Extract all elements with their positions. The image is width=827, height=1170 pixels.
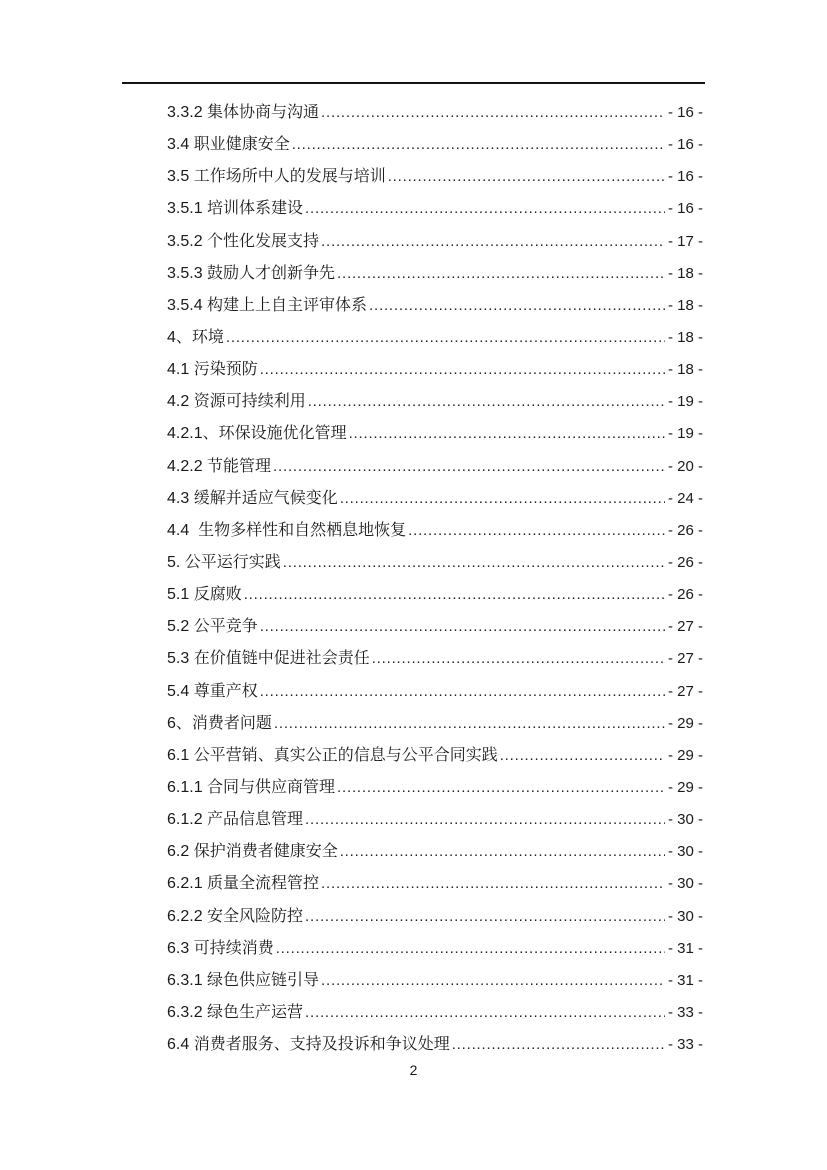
toc-entry-title: 4.2 资源可持续利用 — [167, 393, 306, 411]
toc-entry-title: 5. 公平运行实践 — [167, 553, 281, 571]
toc-leader-dots — [305, 193, 665, 225]
toc-entry[interactable] — [167, 579, 703, 611]
toc-entry[interactable] — [167, 386, 703, 418]
toc-entry-title: 3.5.2 个性化发展支持 — [167, 232, 320, 250]
toc-entry-page-number: - 18 - — [667, 264, 703, 282]
toc-entry-page-number: - 16 - — [667, 168, 703, 186]
page-footer — [122, 1059, 705, 1081]
toc-entry-title: 6.1 公平营销、真实公正的信息与公平合同实践 — [167, 746, 498, 764]
toc-entry[interactable] — [167, 161, 703, 193]
toc-leader-dots — [321, 965, 665, 997]
toc-entry[interactable] — [167, 901, 703, 933]
toc-entry[interactable] — [167, 97, 703, 129]
toc-leader-dots — [305, 997, 665, 1029]
toc-entry-title: 6.2 保护消费者健康安全 — [167, 843, 338, 861]
toc-leader-dots — [337, 258, 665, 290]
toc-entry[interactable] — [167, 258, 703, 290]
toc-entry-title: 5.2 公平竞争 — [167, 618, 258, 636]
toc-entry-page-number: - 33 - — [667, 1003, 703, 1021]
toc-entry-page-number: - 29 - — [667, 714, 703, 732]
toc-entry-title: 4.2.2 节能管理 — [167, 457, 272, 475]
toc-leader-dots — [452, 1029, 665, 1061]
toc-leader-dots — [273, 451, 665, 483]
toc-leader-dots — [340, 483, 665, 515]
toc-leader-dots — [260, 676, 665, 708]
toc-entry-page-number: - 17 - — [667, 232, 703, 250]
toc-leader-dots — [340, 836, 665, 868]
toc-entry-title: 3.5 工作场所中人的发展与培训 — [167, 168, 386, 186]
toc-entry-title: 4.1 污染预防 — [167, 361, 258, 379]
toc-leader-dots — [226, 322, 665, 354]
toc-entry-title: 3.5.1 培训体系建设 — [167, 200, 304, 218]
toc-leader-dots — [274, 708, 665, 740]
toc-entry-title: 5.4 尊重产权 — [167, 682, 258, 700]
toc-leader-dots — [260, 611, 665, 643]
toc-entry[interactable] — [167, 129, 703, 161]
toc-entry[interactable] — [167, 418, 703, 450]
toc-entry-title: 6.1.2 产品信息管理 — [167, 811, 304, 829]
toc-entry[interactable] — [167, 933, 703, 965]
toc-entry[interactable] — [167, 354, 703, 386]
toc-entry[interactable] — [167, 836, 703, 868]
toc-leader-dots — [408, 515, 665, 547]
toc-entry-page-number: - 24 - — [667, 489, 703, 507]
toc-entry-page-number: - 30 - — [667, 811, 703, 829]
table-of-contents — [167, 97, 703, 1061]
toc-entry-page-number: - 27 - — [667, 682, 703, 700]
toc-entry[interactable] — [167, 676, 703, 708]
toc-leader-dots — [500, 740, 665, 772]
toc-leader-dots — [388, 161, 665, 193]
toc-leader-dots — [244, 579, 665, 611]
toc-entry-page-number: - 29 - — [667, 746, 703, 764]
toc-entry-title: 4.4 生物多样性和自然栖息地恢复 — [167, 521, 407, 539]
toc-entry-title: 6.3 可持续消费 — [167, 939, 274, 957]
toc-entry-page-number: - 16 - — [667, 200, 703, 218]
toc-entry-page-number: - 19 - — [667, 425, 703, 443]
toc-entry-page-number: - 20 - — [667, 457, 703, 475]
toc-entry-title: 6.3.2 绿色生产运营 — [167, 1003, 304, 1021]
toc-leader-dots — [305, 901, 665, 933]
toc-entry-page-number: - 19 - — [667, 393, 703, 411]
toc-entry[interactable] — [167, 740, 703, 772]
toc-entry-title: 5.3 在价值链中促进社会责任 — [167, 650, 370, 668]
toc-leader-dots — [321, 226, 665, 258]
toc-entry-title: 6.2.2 安全风险防控 — [167, 907, 304, 925]
toc-entry-page-number: - 26 - — [667, 521, 703, 539]
toc-entry-page-number: - 31 - — [667, 971, 703, 989]
toc-leader-dots — [321, 868, 665, 900]
toc-entry[interactable] — [167, 515, 703, 547]
toc-leader-dots — [321, 97, 665, 129]
toc-entry[interactable] — [167, 193, 703, 225]
toc-entry[interactable] — [167, 643, 703, 675]
toc-entry-page-number: - 33 - — [667, 1036, 703, 1054]
toc-entry-title: 4.3 缓解并适应气候变化 — [167, 489, 338, 507]
toc-entry-page-number: - 18 - — [667, 328, 703, 346]
toc-entry[interactable] — [167, 290, 703, 322]
toc-entry[interactable] — [167, 772, 703, 804]
toc-entry[interactable] — [167, 1029, 703, 1061]
toc-entry-page-number: - 18 - — [667, 361, 703, 379]
toc-entry-page-number: - 16 - — [667, 104, 703, 121]
toc-entry[interactable] — [167, 708, 703, 740]
toc-leader-dots — [349, 418, 665, 450]
toc-leader-dots — [369, 290, 665, 322]
toc-entry[interactable] — [167, 804, 703, 836]
toc-leader-dots — [305, 804, 665, 836]
toc-entry[interactable] — [167, 997, 703, 1029]
toc-entry[interactable] — [167, 226, 703, 258]
toc-entry[interactable] — [167, 868, 703, 900]
toc-entry-title: 5.1 反腐败 — [167, 586, 242, 604]
toc-entry-title: 3.5.3 鼓励人才创新争先 — [167, 264, 336, 282]
toc-leader-dots — [276, 933, 665, 965]
toc-entry-page-number: - 26 - — [667, 553, 703, 571]
toc-entry-title: 4、环境 — [167, 328, 224, 346]
toc-entry[interactable] — [167, 611, 703, 643]
toc-entry-page-number: - 27 - — [667, 618, 703, 636]
toc-entry-title: 6.3.1 绿色供应链引导 — [167, 971, 320, 989]
toc-entry[interactable] — [167, 483, 703, 515]
toc-leader-dots — [308, 386, 665, 418]
toc-entry-title: 3.5.4 构建上上自主评审体系 — [167, 296, 368, 314]
toc-entry-title: 6.2.1 质量全流程管控 — [167, 875, 320, 893]
toc-leader-dots — [292, 129, 665, 161]
header-rule — [122, 82, 705, 84]
toc-entry-title: 6.4 消费者服务、支持及投诉和争议处理 — [167, 1036, 450, 1054]
toc-entry-page-number: - 30 - — [667, 843, 703, 861]
toc-entry-page-number: - 27 - — [667, 650, 703, 668]
toc-entry-page-number: - 29 - — [667, 778, 703, 796]
toc-leader-dots — [372, 643, 665, 675]
toc-entry-page-number: - 30 - — [667, 907, 703, 925]
toc-entry-page-number: - 16 - — [667, 136, 703, 154]
toc-entry-page-number: - 18 - — [667, 296, 703, 314]
toc-leader-dots — [337, 772, 665, 804]
toc-entry[interactable] — [167, 547, 703, 579]
toc-entry-title: 4.2.1、环保设施优化管理 — [167, 425, 347, 443]
toc-entry[interactable] — [167, 965, 703, 997]
toc-entry-title: 6、消费者问题 — [167, 714, 272, 732]
footer-page-number: 2 — [409, 1062, 418, 1078]
toc-entry-page-number: - 26 - — [667, 586, 703, 604]
toc-entry[interactable] — [167, 322, 703, 354]
toc-entry-title: 6.1.1 合同与供应商管理 — [167, 778, 336, 796]
toc-leader-dots — [260, 354, 665, 386]
toc-entry[interactable] — [167, 451, 703, 483]
toc-leader-dots — [283, 547, 665, 579]
toc-entry-page-number: - 30 - — [667, 875, 703, 893]
toc-entry-title: 3.4 职业健康安全 — [167, 136, 290, 154]
toc-entry-title: 3.3.2 集体协商与沟通 — [167, 104, 320, 121]
toc-entry-page-number: - 31 - — [667, 939, 703, 957]
